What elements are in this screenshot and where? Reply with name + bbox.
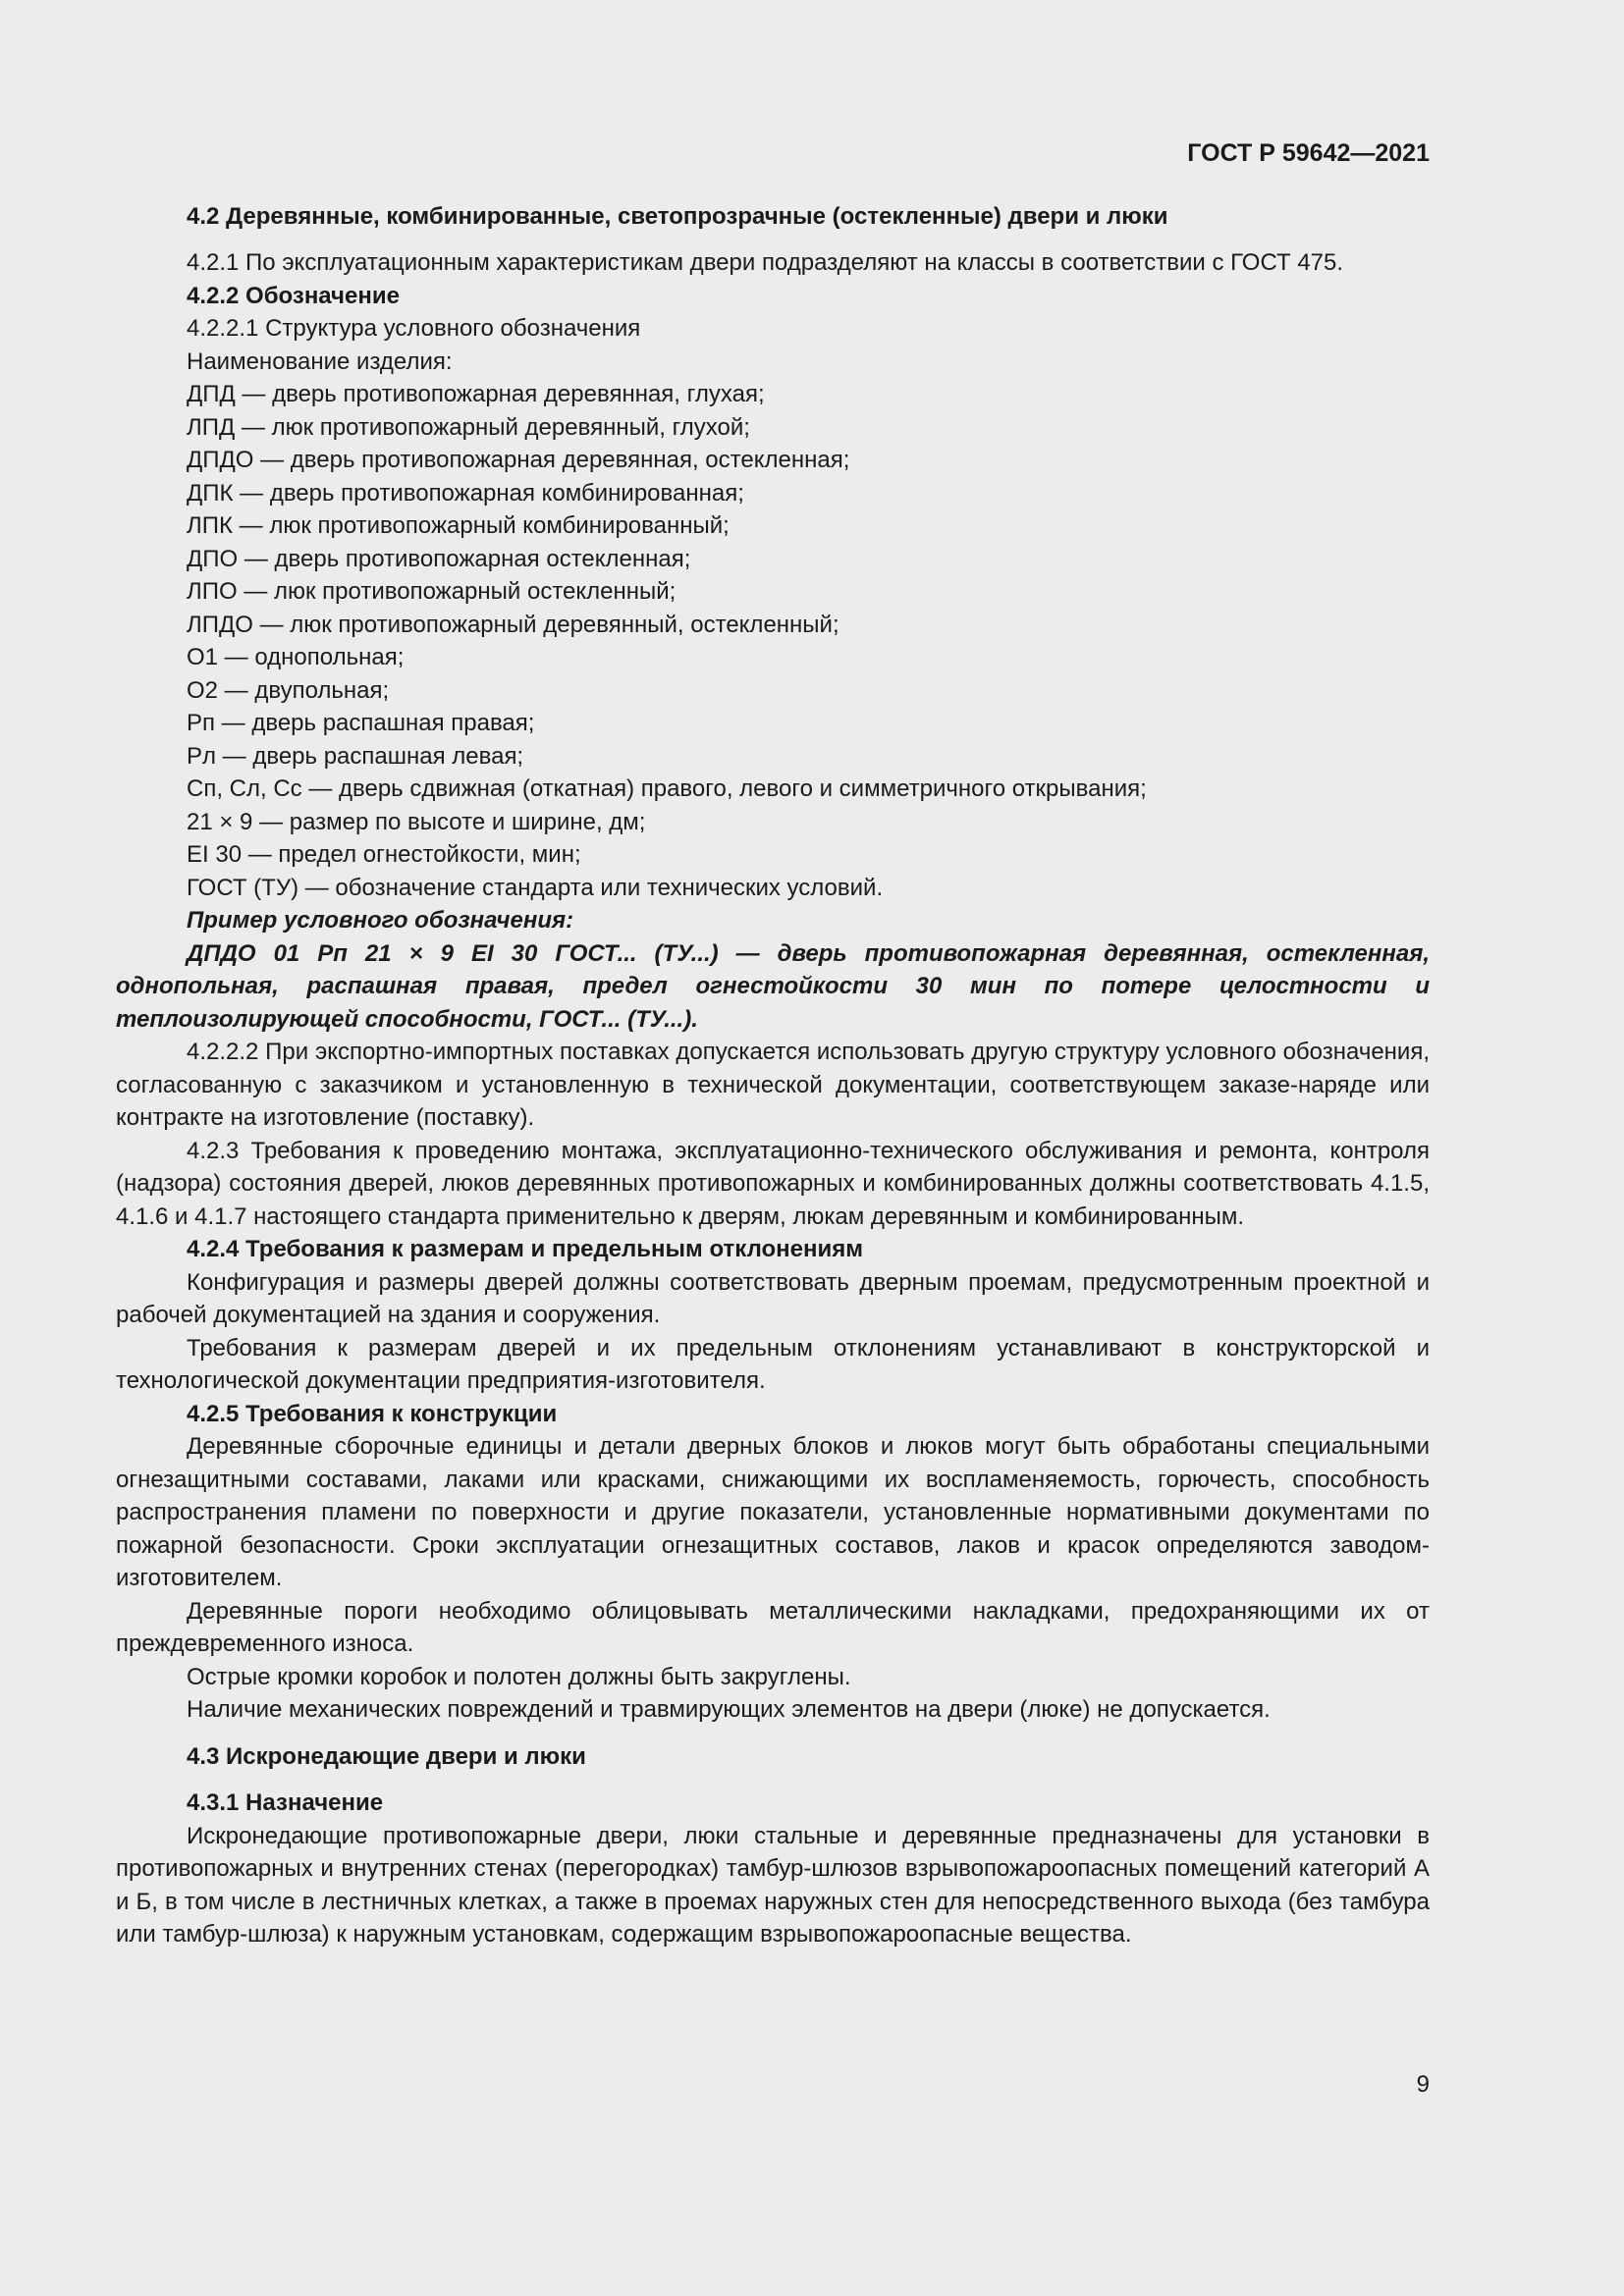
example-title: Пример условного обозначения: — [187, 907, 574, 934]
list-item: ДПД — дверь противопожарная деревянная, глухая; — [187, 381, 765, 407]
list-item: ЛПО — люк противопожарный остекленный; — [187, 578, 677, 605]
paragraph-4-2-4-b: Требования к размерам дверей и их предельным отклонениям устанавливают в конструкторской и технологической документации предприятия-изготовителя. — [116, 1334, 1430, 1394]
list-item: Рл — дверь распашная левая; — [187, 742, 524, 770]
list-item: ДПК — дверь противопожарная комбинированная; — [187, 479, 744, 507]
section-heading-4-2: 4.2 Деревянные, комбинированные, светопрозрачные (остекленные) двери и люки — [187, 202, 1168, 230]
list-item: О2 — двупольная; — [187, 676, 390, 704]
list-item: ДПДО — дверь противопожарная деревянная, остекленная; — [187, 447, 850, 473]
example-text: ДПДО 01 Рп 21 × 9 EI 30 ГОСТ... (ТУ...) — дверь противопожарная деревянная, остекленная, однопольная, распашная правая, предел огнестойкости 30 мин по потере целостности и теплоизолирующей способности, ГОСТ... (ТУ...). — [116, 939, 1430, 1033]
list-item: ГОСТ (ТУ) — обозначение стандарта или технических условий. — [187, 874, 884, 901]
paragraph-4-2-5-d: Наличие механических повреждений и травмирующих элементов на двери (люке) не допускается. — [187, 1696, 1271, 1723]
list-item: ЛПДО — люк противопожарный деревянный, остекленный; — [187, 611, 839, 638]
list-item: Сп, Сл, Сс — дверь сдвижная (откатная) правого, левого и симметричного открывания; — [187, 775, 1147, 802]
paragraph-4-2-1: 4.2.1 По эксплуатационным характеристикам двери подразделяют на классы в соответствии с ГОСТ 475. — [187, 249, 1344, 276]
section-heading-4-3: 4.3 Искронедающие двери и люки — [187, 1742, 586, 1770]
paragraph-4-2-5-a: Деревянные сборочные единицы и детали дверных блоков и люков могут быть обработаны специальными огнезащитными составами, лаками или красками, снижающими их воспламеняемость, горючесть, способность распространения пламени по поверхности и другие показатели, установленные нормативными документами по пожарной безопасности. Сроки эксплуатации огнезащитных составов, лаков и красок определяются заводом-изготовителем. — [116, 1433, 1430, 1591]
list-item: Рп — дверь распашная правая; — [187, 710, 535, 736]
subheading-4-2-4: 4.2.4 Требования к размерам и предельным отклонениям — [187, 1236, 864, 1262]
list-item: ДПО — дверь противопожарная остекленная; — [187, 545, 691, 572]
names-title: Наименование изделия: — [187, 347, 453, 375]
list-item: ЛПД — люк противопожарный деревянный, глухой; — [187, 413, 750, 441]
subheading-4-2-2: 4.2.2 Обозначение — [187, 282, 400, 309]
document-page — [116, 137, 1430, 1951]
paragraph-4-2-2-2: 4.2.2.2 При экспортно-импортных поставках допускается использовать другую структуру условного обозначения, согласованную с заказчиком и установленную в технической документации, соответствующем заказе-наряде или контракте на изготовление (поставку). — [116, 1039, 1430, 1131]
list-item: 21 × 9 — размер по высоте и ширине, дм; — [187, 808, 646, 835]
document-code: ГОСТ Р 59642—2021 — [1187, 139, 1430, 167]
page-number: 9 — [1416, 2071, 1430, 2098]
paragraph-4-2-2-1: 4.2.2.1 Структура условного обозначения — [187, 315, 641, 342]
paragraph-4-2-5-b: Деревянные пороги необходимо облицовывать металлическими накладками, предохраняющими их от преждевременного износа. — [116, 1597, 1430, 1657]
paragraph-4-2-4-a: Конфигурация и размеры дверей должны соответствовать дверным проемам, предусмотренным проектной и рабочей документацией на здания и сооружения. — [116, 1268, 1430, 1328]
subheading-4-3-1: 4.3.1 Назначение — [187, 1789, 384, 1816]
designation-list — [116, 378, 1430, 904]
paragraph-4-2-5-c: Острые кромки коробок и полотен должны быть закруглены. — [187, 1663, 851, 1690]
list-item: EI 30 — предел огнестойкости, мин; — [187, 841, 581, 868]
paragraph-4-2-3: 4.2.3 Требования к проведению монтажа, эксплуатационно-технического обслуживания и ремонта, контроля (надзора) состояния дверей, люков деревянных противопожарных и комбинированных должны соответствовать 4.1.5, 4.1.6 и 4.1.7 настоящего стандарта применительно к дверям, люкам деревянным и комбинированным. — [116, 1137, 1430, 1230]
list-item: О1 — однопольная; — [187, 644, 405, 670]
list-item: ЛПК — люк противопожарный комбинированный; — [187, 512, 730, 539]
subheading-4-2-5: 4.2.5 Требования к конструкции — [187, 1400, 558, 1427]
paragraph-4-3-1: Искронедающие противопожарные двери, люки стальные и деревянные предназначены для установки в противопожарных и внутренних стенах (перегородках) тамбур-шлюзов взрывопожароопасных помещений категорий А и Б, в том числе в лестничных клетках, а также в проемах наружных стен для непосредственного выхода (без тамбура или тамбур-шлюза) к наружным установкам, содержащим взрывопожароопасные вещества. — [116, 1822, 1430, 1948]
